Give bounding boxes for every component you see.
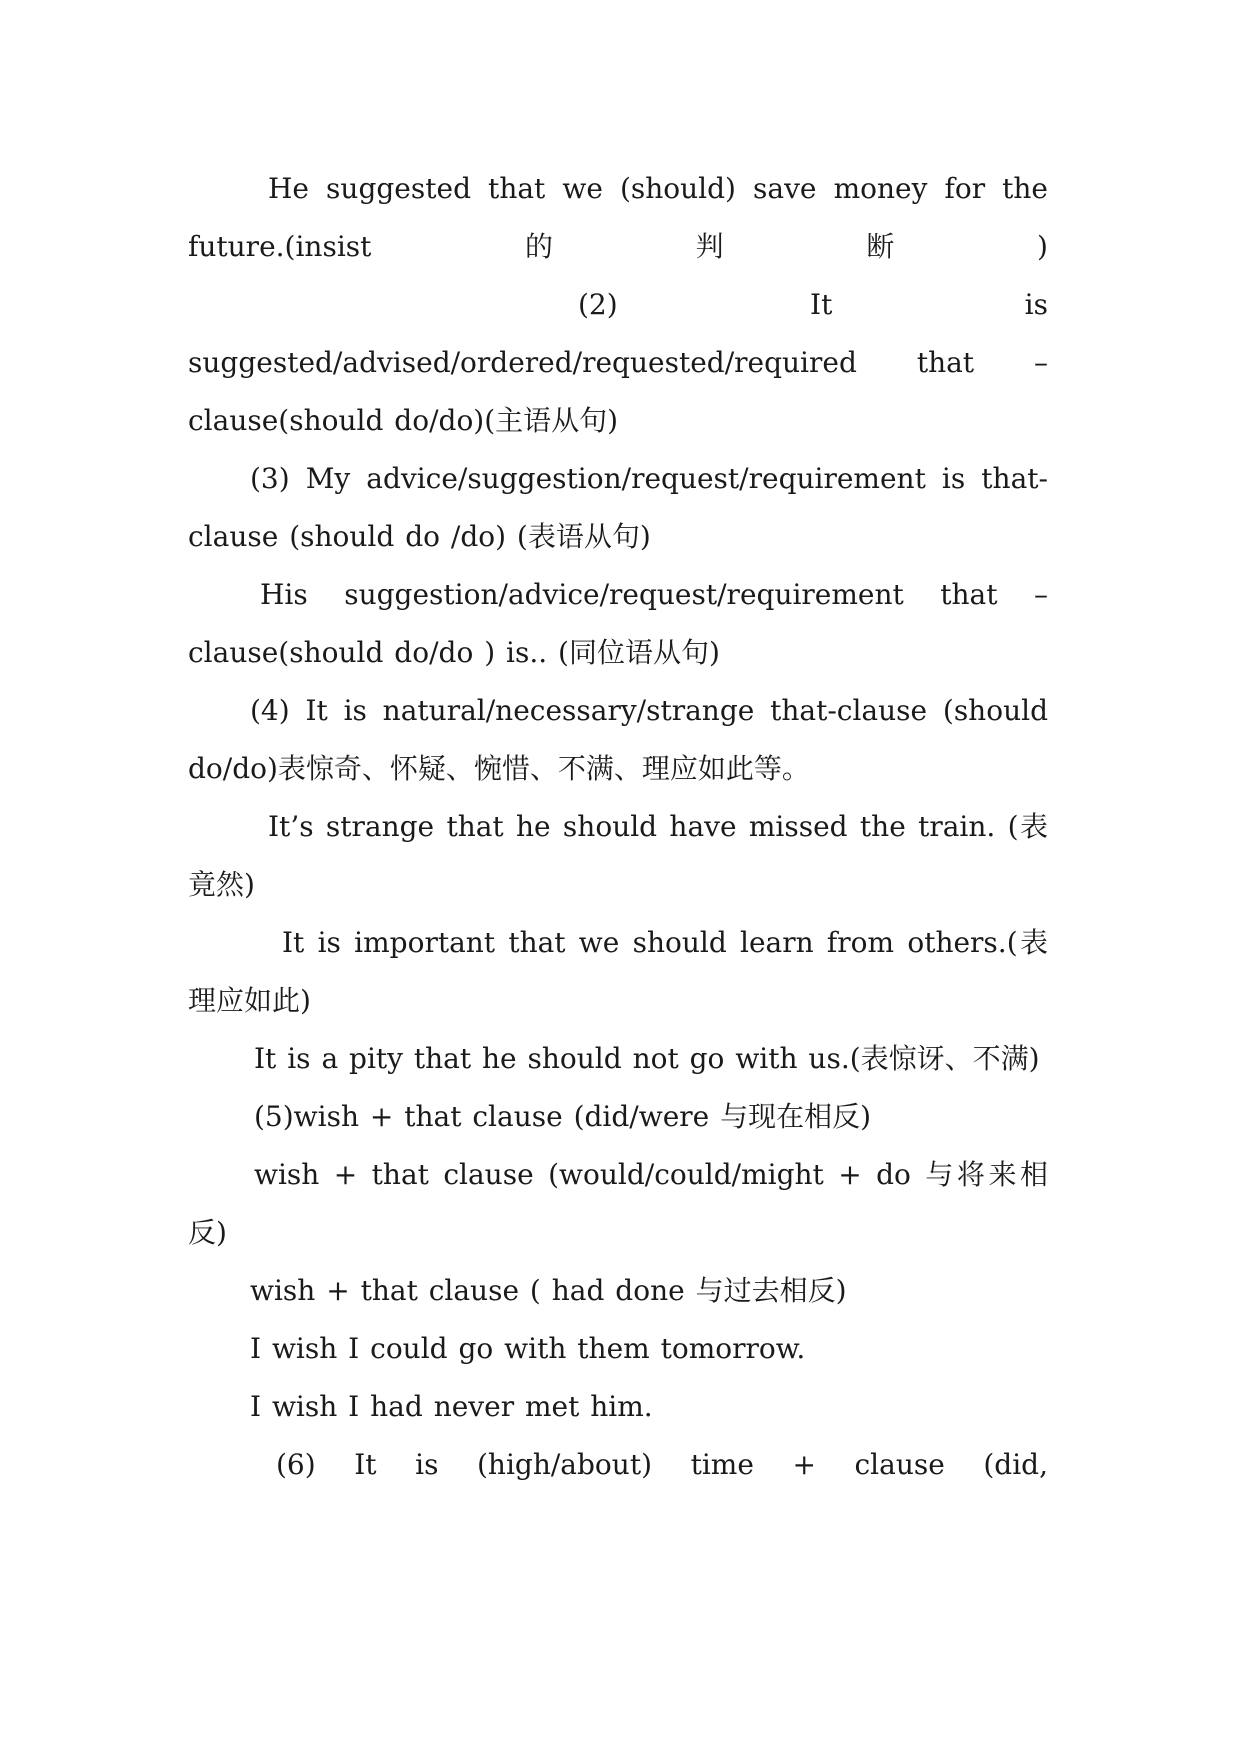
paragraph-item-3: (3) My advice/suggestion/request/requirement is that-clause (should do /do) (表语从句) [188,462,1048,553]
paragraph-item-4: (4) It is natural/necessary/strange that-clause (should do/do)表惊奇、怀疑、惋惜、不满、理应如此等。 [188,694,1048,785]
paragraph-example-wish-met: I wish I had never met him. [250,1390,653,1423]
paragraph-item-6: (6) It is (high/about) time + clause (did, [276,1448,1048,1481]
item-number-2: (2) [578,288,618,321]
paragraph-example-his-suggestion: His suggestion/advice/request/requirement that –clause(should do/do ) is.. (同位语从句) [188,578,1048,669]
document-body [188,160,1048,1494]
paragraph-item-2-header [188,276,1048,334]
paragraph-example-wish-tomorrow: I wish I could go with them tomorrow. [250,1332,806,1365]
paragraph-item-2-body: suggested/advised/ordered/requested/required that –clause(should do/do)(主语从句) [188,346,1048,437]
paragraph-item-5: (5)wish + that clause (did/were 与现在相反) [254,1100,872,1133]
paragraph-example-strange: It’s strange that he should have missed the train. (表竟然) [188,810,1048,901]
paragraph-example-important: It is important that we should learn from others.(表理应如此) [188,926,1048,1017]
paragraph-example-suggest: He suggested that we (should) save money for the future.(insist 的判断) [188,172,1048,263]
word-it: It [810,288,833,321]
paragraph-example-pity: It is a pity that he should not go with us.(表惊讶、不满) [254,1042,1040,1075]
paragraph-wish-past: wish + that clause ( had done 与过去相反) [250,1274,847,1307]
paragraph-wish-future: wish + that clause (would/could/might + do 与将来相反) [188,1158,1048,1249]
word-is: is [1024,288,1048,321]
